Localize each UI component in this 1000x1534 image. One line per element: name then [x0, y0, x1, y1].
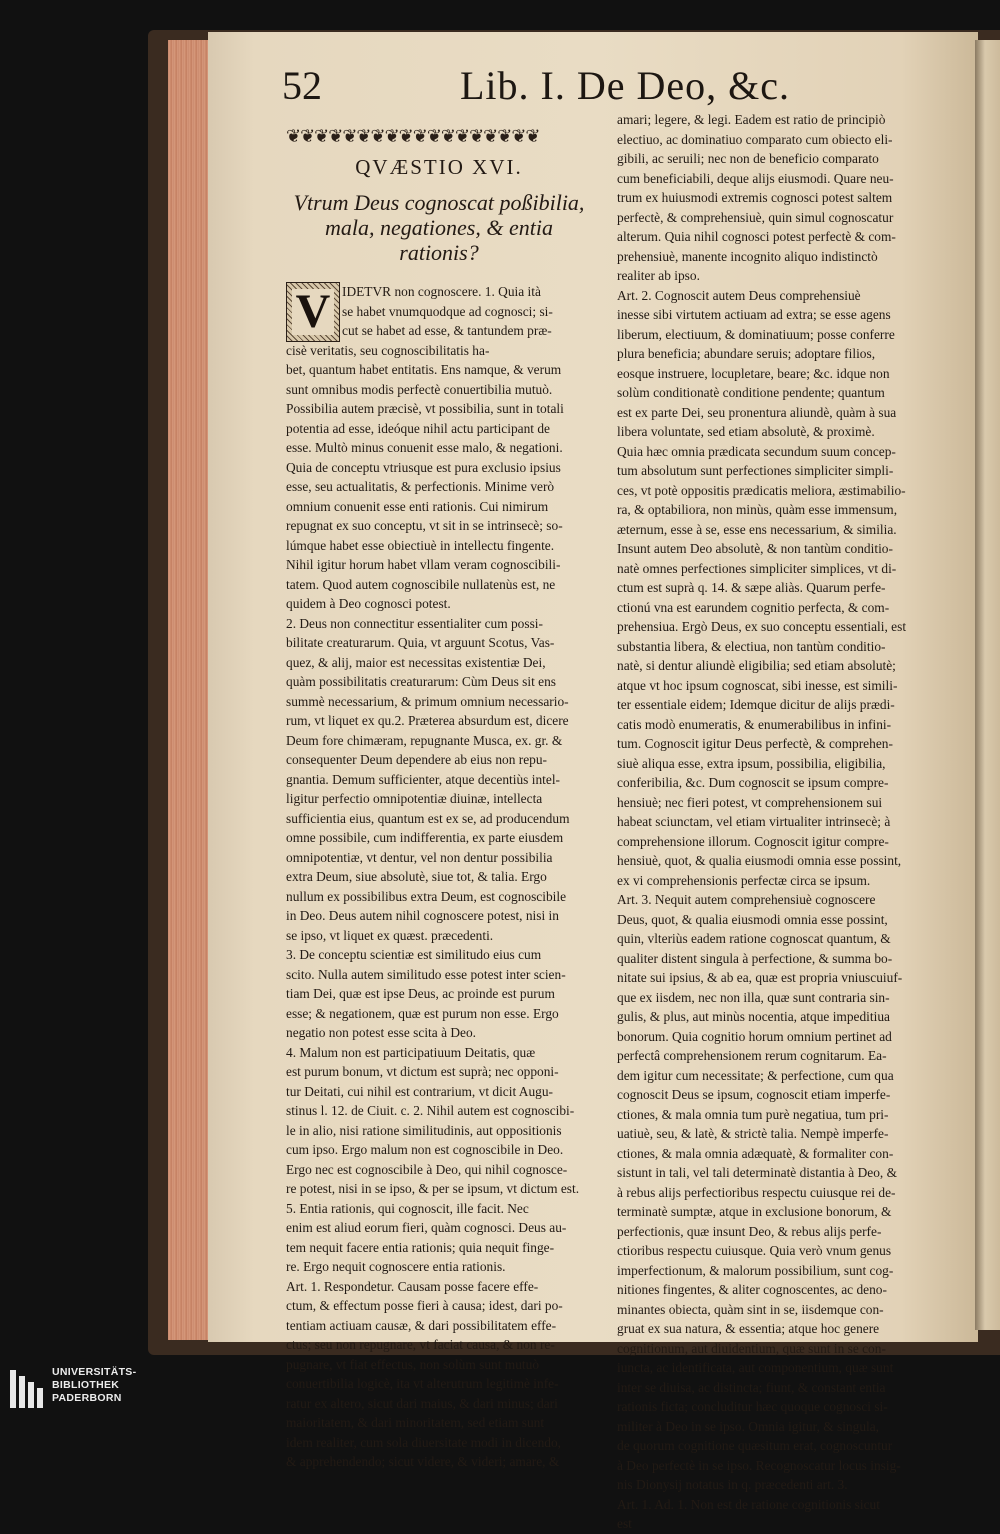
- text-line: ex vi comprehensionis perfectæ circa se ipsum.: [617, 872, 871, 888]
- headpiece-ornament: ❦❦❦❦❦❦❦❦❦❦❦❦❦❦❦❦❦❦: [286, 126, 540, 147]
- text-line: ctioribus respectu cuiusque. Quia verò vnum genus: [617, 1243, 892, 1258]
- text-line: perfectionis, quæ insunt Deo, & rebus alijs perfe-: [617, 1223, 882, 1239]
- text-line: hensiuè; nec fieri potest, vt comprehensionem sui: [617, 794, 883, 810]
- right-text-column: [617, 110, 919, 1534]
- text-line: ctiones, & mala omnia tum purè negatiua, tum pri-: [617, 1106, 889, 1122]
- subtitle-line: rationis?: [399, 240, 479, 265]
- text-line: que ex iisdem, nec non illa, quæ sunt contraria sin-: [617, 989, 890, 1005]
- text-line: esse; & negationem, quæ est purum non esse. Ergo: [286, 1005, 559, 1021]
- initial-letter: V: [292, 289, 335, 335]
- text-line: ter essentiale eidem; Idemque dicitur de alijs prædi-: [617, 697, 895, 712]
- text-line: cognitionum, aut diuidentium, quæ sunt in se con-: [617, 1340, 886, 1356]
- text-line: le in alio, nisi ratione similitudinis, aut oppositionis: [286, 1122, 562, 1138]
- text-line: ces, vt potè oppositis prædicatis meliora, æstimabilio-: [617, 482, 906, 498]
- text-line: 3. De conceptu scientiæ est similitudo eius cum: [286, 947, 542, 962]
- text-line: imperfectionum, & malorum possibilium, sunt cog-: [617, 1262, 894, 1278]
- text-line: nitate sui ipsius, & ab ea, quæ est propria vniuscuiuf-: [617, 970, 903, 985]
- text-line: inesse sibi virtutem actiuam ad extra; se esse agens: [617, 307, 891, 322]
- text-line: omnium conuenit esse enti rationis. Cui nimirum: [286, 498, 549, 514]
- text-line: bet, quantum habet entitatis. Ens namque, & verum: [286, 362, 562, 377]
- text-line: tentiam actiuam causæ, & dari possibilitatem effe-: [286, 1317, 557, 1333]
- text-line: conferibilia, &c. Dum cognoscit se ipsum compre-: [617, 775, 889, 790]
- text-line: stinus l. 12. de Ciuit. c. 2. Nihil autem est cognoscibi-: [286, 1103, 575, 1118]
- text-line: à Deo perfectè in se ipso. Recognoscatur locus insig-: [617, 1457, 901, 1473]
- text-line: hensiuè, quot, & qualia eiusmodi omnia esse possint,: [617, 853, 902, 868]
- running-title: Lib. I. De Deo, &c.: [460, 63, 791, 108]
- text-line: habeat sciunctam, vel etiam virtualiter intrinsecè; à: [617, 814, 891, 829]
- text-line: Insunt autem Deo absolutè, & non tantùm conditio-: [617, 541, 893, 556]
- text-line: gnantia. Demum sufficienter, atque decentiùs intel-: [286, 771, 561, 787]
- text-line: tum. Cognoscit igitur Deus perfectè, & comprehen-: [617, 736, 893, 751]
- text-line: 5. Entia rationis, qui cognoscit, ille facit. Nec: [286, 1200, 529, 1216]
- text-line: natè omnes perfectiones simpliciter simplices, vt di-: [617, 560, 897, 576]
- question-title: QVÆSTIO XVI.: [355, 155, 523, 179]
- text-line: liberum, electiuum, & dominatiuum; posse conferre: [617, 326, 895, 342]
- text-line: prehensiuè, manente incognito aliquo indistinctò: [617, 248, 878, 264]
- text-line: tatem. Quod autem cognoscibile nullatenùs est, ne: [286, 576, 556, 592]
- text-line: eosque instruere, locupletare, beare; &c. idque non: [617, 365, 890, 381]
- text-line: quez, & alij, maior est necessitas existentiæ Dei,: [286, 654, 546, 670]
- text-line: æternum, esse à se, esse ens necessarium, & similia.: [617, 521, 897, 537]
- text-line: 2. Deus non connectitur essentialiter cum possi-: [286, 615, 543, 631]
- subtitle-line: mala, negationes, & entia: [325, 215, 553, 240]
- logo-line: PADERBORN: [52, 1392, 122, 1404]
- text-line: atque vt hoc ipsum cognoscat, sibi inesse, est simili-: [617, 677, 898, 693]
- text-line: est ex parte Dei, seu pronentura aliundè, quàm à sua: [617, 404, 897, 420]
- text-line: uatiuè, seu, & latè, & strictè talia. Nempè imperfe-: [617, 1126, 889, 1141]
- library-logo: [0, 1362, 200, 1415]
- text-line: summè necessarium, & primum omnium necessario-: [286, 693, 569, 709]
- text-line: ra, & optabiliora, non minùs, quàm esse immensum,: [617, 502, 898, 517]
- text-line: potentia ad esse, ideóque nihil actu participant de: [286, 420, 551, 436]
- text-line: enim est aliud eorum fieri, quàm cognosci. Deus au-: [286, 1220, 567, 1235]
- text-line: perfectè, & comprehensiuè, quin simul cognoscatur: [617, 209, 894, 225]
- text-line: omnipotentiæ, vt dentur, vel non dentur possibilia: [286, 849, 553, 865]
- text-line: minantes obiecta, quàm sint in se, iisdemque con-: [617, 1301, 884, 1317]
- text-line: ctus; seu non repugnare, vt faciat causa, & non re-: [286, 1337, 555, 1352]
- text-line: realiter ab ipso.: [617, 268, 700, 283]
- text-line: & apprehendendo; sicut videre, & videri; amare, &: [286, 1454, 560, 1469]
- text-line: se habet vnumquodque ad cognosci; si-: [342, 303, 553, 319]
- text-line: se ipso, vt liquet ex quæst. præcedenti.: [286, 927, 494, 943]
- text-line: gibili, ac seruili; nec non de beneficio comparato: [617, 151, 879, 166]
- text-line: Possibilia autem præcisè, vt possibilia, sunt in totali: [286, 401, 564, 416]
- text-line: amari; legere, & legi. Eadem est ratio de principiò: [617, 112, 886, 127]
- text-line: nis Dionysij notatus in q. præcedenti art. 3.: [617, 1477, 848, 1492]
- text-line: Deum fore chimæram, repugnante Musca, ex. gr. &: [286, 732, 563, 748]
- text-line: nitiones fingentes, & aliter cognoscentes, ac deno-: [617, 1282, 887, 1297]
- text-line: siuè aliqua esse, extra ipsum, possibilia, eligibilia,: [617, 755, 886, 771]
- text-line: ratur ex altero, sicut dari maius, & dari minus; dari: [286, 1395, 558, 1411]
- text-line: Art. 3. Nequit autem comprehensiuè cognoscere: [617, 892, 876, 907]
- page-edge: [168, 40, 208, 1340]
- text-line: conuertibilia logicè, ita vt alterutrum legitimè infe-: [286, 1376, 559, 1391]
- text-line: sistunt in tali, vel tali determinatè distantia à Deo, &: [617, 1165, 898, 1180]
- text-line: in Deo. Deus autem nihil cognoscere potest, nisi in: [286, 908, 559, 923]
- question-subtitle: [286, 190, 592, 265]
- text-line: iuncta, ac identificata, aut componentium, quæ sunt: [617, 1360, 894, 1375]
- text-line: perfectâ comprehensionem rerum cognitarum. Ea-: [617, 1048, 887, 1063]
- text-line: omne possibile, cum indifferentia, ex parte eiusdem: [286, 830, 564, 845]
- text-line: Art. 2. Cognoscit autem Deus comprehensiuè: [617, 287, 861, 303]
- text-line: natè, si dentur aliundè eligibilia; sed etiam absolutè;: [617, 658, 896, 673]
- text-line: electiuo, ac dominatiuo comparato cum obiecto eli-: [617, 131, 893, 147]
- text-line: bilitate creaturarum. Quia, vt arguunt Scotus, Vas-: [286, 635, 555, 650]
- text-line: militer à Deo in se ipso. Omnia igitur, & singula,: [617, 1418, 880, 1434]
- text-line: pugnare, vt fiat effectus, non solùm sunt mutuò: [286, 1356, 540, 1372]
- text-line: cut se habet ad esse, & tantundem præ-: [342, 323, 552, 338]
- text-line: scito. Nulla autem similitudo esse potest inter scien-: [286, 966, 566, 982]
- text-line: ligitur perfectio omnipotentiæ diuinæ, intellecta: [286, 791, 543, 806]
- text-line: extra Deum, siue absolutè, siue tot, & talia. Ergo: [286, 869, 547, 884]
- text-line: Art. 1. Ad. 1. Non est de ratione cognitionis sicut: [617, 1496, 880, 1512]
- text-line: tiam Dei, quæ est ipse Deus, ac proinde est purum: [286, 986, 555, 1001]
- text-line: Quia hæc omnia prædicata secundum suum concep-: [617, 443, 896, 459]
- text-line: ctiones, & mala omnia adæquatè, & formaliter con-: [617, 1145, 894, 1161]
- text-line: Nihil igitur horum habet vllam veram cognoscibili-: [286, 557, 561, 572]
- text-line: à rebus alijs perfectioribus respectu cuiusque rei de-: [617, 1184, 896, 1200]
- text-line: solùm conditionatè conditione pendente; quantum: [617, 385, 885, 400]
- logo-line: BIBLIOTHEK: [52, 1379, 120, 1391]
- text-line: rationis ficta; concluditur hæc quoque cognosci si-: [617, 1399, 888, 1414]
- text-line: Quia de conceptu vtriusque est pura exclusio ipsius: [286, 459, 561, 475]
- text-line: trum ex huiusmodi extremis cognosci potest saltem: [617, 190, 893, 205]
- text-line: nullum ex possibilibus extra Deum, est cognoscibile: [286, 888, 567, 904]
- text-line: esse. Multò minus conuenit esse malo, & negationi.: [286, 440, 563, 455]
- text-line: Deus, quot, & qualia eiusmodi omnia esse possint,: [617, 911, 888, 927]
- text-line: prehensiua. Ergò Deus, ex suo conceptu essentiali, est: [617, 619, 907, 634]
- text-line: quàm possibilitatis creaturarum: Cùm Deus sit ens: [286, 674, 557, 689]
- text-line: negatio non potest esse scita à Deo.: [286, 1025, 477, 1040]
- text-line: terminatè sumptæ, atque in exclusione bonorum, &: [617, 1204, 892, 1219]
- text-line: 4. Malum non est participatiuum Deitatis, quæ: [286, 1044, 536, 1060]
- text-line: esse, seu actualitatis, & perfectionis. Minime verò: [286, 479, 555, 494]
- text-line: idem realiter, cum sola diuersitate modi in dicendo,: [286, 1434, 562, 1450]
- text-line: quidem à Deo cognosci potest.: [286, 596, 451, 611]
- subtitle-line: Vtrum Deus cognoscat poßibilia,: [293, 190, 585, 215]
- text-line: bonorum. Quia cognitio horum omnium pertinet ad: [617, 1028, 892, 1044]
- text-line: IDETVR non cognoscere. 1. Quia ità: [342, 284, 541, 299]
- text-line: maioritatem, & dari minoritatem, sed etiam sunt: [286, 1415, 545, 1430]
- library-logo-text: [52, 1366, 136, 1405]
- text-line: tum absolutum sunt perfectiones simpliciter simpli-: [617, 463, 894, 478]
- text-line: quin, vlteriùs eadem ratione cognoscat quantum, &: [617, 931, 891, 946]
- facing-page-edge: [975, 40, 1000, 1330]
- text-line: gruat ex sua natura, & essentia; atque hoc genere: [617, 1321, 880, 1336]
- text-line: Ergo nec est cognoscibile à Deo, qui nihil cognosce-: [286, 1161, 568, 1177]
- text-line: cognoscit Deus se ipsum, cognoscit etiam imperfe-: [617, 1087, 891, 1102]
- text-line: inter se diuisa, ac distincta; fiunt, & constant entia: [617, 1379, 886, 1395]
- text-line: gulis, & plus, aut minùs nocentia, atque impeditiua: [617, 1009, 890, 1024]
- text-line: alterum. Quia nihil cognosci potest perfectè & com-: [617, 229, 896, 244]
- text-line: ctionú vna est earundem cognitio perfecta, & com-: [617, 599, 890, 615]
- text-line: dem igitur cum necessitate; & perfectione, cum qua: [617, 1067, 894, 1083]
- text-line: catis modò enumeratis, & enumerabilibus in infini-: [617, 716, 892, 732]
- text-line: est: [617, 1516, 632, 1531]
- text-line: repugnat ex suo conceptu, vt sit in se intrinsecè; so-: [286, 518, 563, 533]
- text-line: ctum est suprà q. 14. & sæpe aliàs. Quarum perfe-: [617, 580, 886, 595]
- text-line: tur Deitati, cui nihil est contrarium, vt dicit Augu-: [286, 1083, 554, 1099]
- text-line: Art. 1. Respondetur. Causam posse facere effe-: [286, 1278, 539, 1294]
- text-line: sunt omnibus modis perfectè conuertibilia mutuò.: [286, 381, 553, 397]
- library-logo-mark: [10, 1370, 44, 1408]
- text-line: qualiter distent singula à perfectione, & summa bo-: [617, 950, 893, 966]
- page-number: 52: [282, 63, 322, 108]
- text-line: lúmque habet esse obiectiuè in intellectu fingente.: [286, 537, 555, 553]
- text-line: substantia libera, & electiua, non tantùm conditio-: [617, 638, 886, 654]
- text-line: re potest, nisi in se ipso, & per se ipsum, vt dictum est.: [286, 1181, 580, 1196]
- left-text-column: [286, 282, 596, 1472]
- text-line: de quorum cognitione quæsitum erat, cognoscuntur: [617, 1438, 893, 1453]
- text-line: re. Ergo nequit cognoscere entia rationis.: [286, 1259, 506, 1274]
- text-line: cisè veritatis, seu cognoscibilitatis ha-: [286, 342, 490, 358]
- text-line: tem nequit facere entia rationis; quia nequit finge-: [286, 1239, 555, 1255]
- text-line: libera voluntate, sed etiam absolutè, & proximè.: [617, 424, 875, 439]
- text-line: consequenter Deum dependere ab eius non repu-: [286, 752, 548, 767]
- text-line: est purum bonum, vt dictum est suprà; nec opponi-: [286, 1064, 559, 1079]
- text-line: sufficientia eius, quantum est ex se, ad producendum: [286, 810, 570, 826]
- text-line: cum beneficiabili, deque alijs eiusmodi. Quare neu-: [617, 170, 894, 186]
- logo-line: UNIVERSITÄTS-: [52, 1366, 137, 1378]
- text-line: ctum, & effectum posse fieri à causa; idest, dari po-: [286, 1298, 563, 1313]
- text-line: comprehensione illorum. Cognoscit igitur compre-: [617, 833, 889, 849]
- text-line: rum, vt liquet ex qu.2. Præterea absurdum est, dicere: [286, 713, 569, 728]
- text-line: cum ipso. Ergo malum non est cognoscibile in Deo.: [286, 1142, 564, 1157]
- text-line: plura beneficia; abundare seruis; adoptare filios,: [617, 346, 876, 361]
